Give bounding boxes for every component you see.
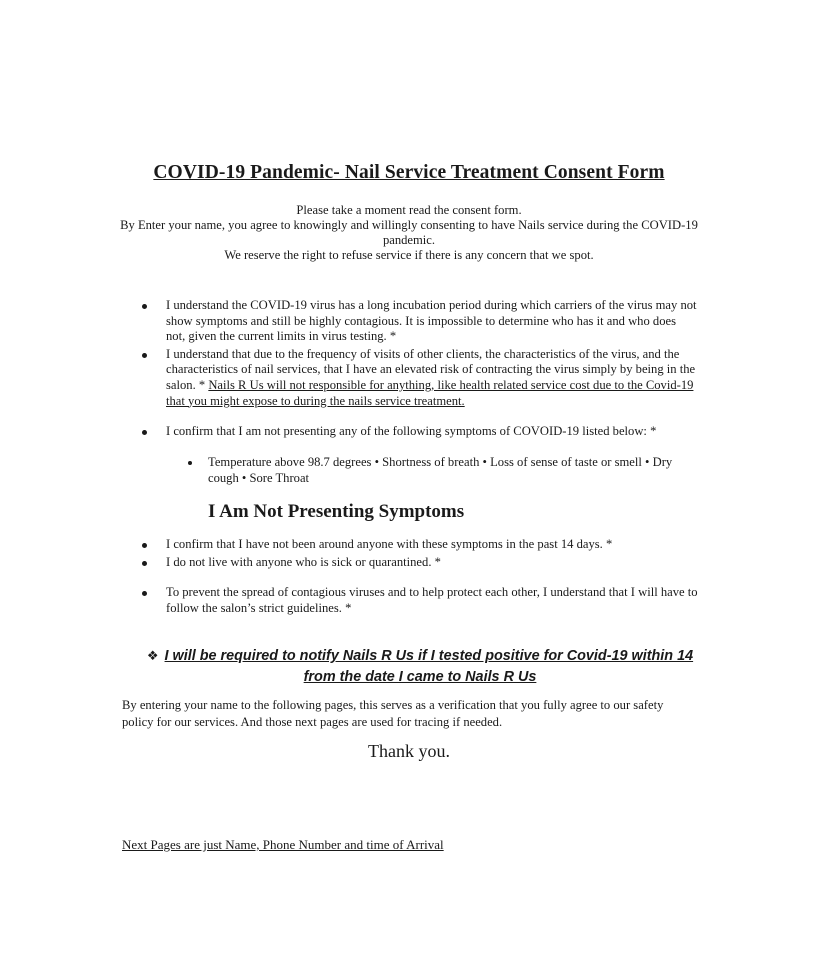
bullet-icon [142,430,147,435]
list-item [138,585,698,616]
statement-no-sick-household: I do not live with anyone who is sick or quarantined. * [166,554,441,569]
list-item [138,298,698,345]
verification-paragraph: By entering your name to the following pages, this serves as a verification that you fully agree to our safety policy for our services. And those next pages are used for tracing if needed. [122,698,664,729]
list-item [138,537,698,553]
list-item [138,555,698,571]
statement-no-contact: I confirm that I have not been around anyone with these symptoms in the past 14 days. * [166,537,613,551]
symptom-list [184,455,704,486]
list-item [138,424,698,440]
notice-text: I will be required to notify Nails R Us if I tested positive for Covid-19 within 14 from the date I came to Nails R Us [164,648,694,685]
diamond-cluster-icon: ❖ [146,648,159,663]
bullet-icon [142,591,147,596]
thank-you-text: Thank you. [368,741,450,761]
statement-list-1 [138,298,698,411]
intro-block [112,203,706,263]
statement-list-3 [138,537,698,572]
statement-incubation: I understand the COVID-19 virus has a long incubation period during which carriers of the virus may not show symptoms and still be highly contagious. It is impossible to determine who has it and who does not, given the current limits in virus testing. * [166,298,697,344]
statement-list-2 [138,424,698,442]
bullet-icon [142,353,147,358]
bullet-icon [142,561,147,566]
statement-symptoms-confirm: I confirm that I am not presenting any of the following symptoms of COVOID-19 listed below: * [166,424,657,438]
form-title: COVID-19 Pandemic- Nail Service Treatment Consent Form [153,162,665,183]
symptoms-text: Temperature above 98.7 degrees • Shortness of breath • Loss of sense of taste or smell • Dry cough • Sore Throat [208,455,673,485]
bullet-icon [142,304,147,309]
not-presenting-heading: I Am Not Presenting Symptoms [208,501,465,522]
intro-line-1: Please take a moment read the consent form. [296,203,522,217]
next-pages-note: Next Pages are just Name, Phone Number and time of Arrival [122,837,444,852]
list-item [184,455,704,486]
statement-guidelines: To prevent the spread of contagious viruses and to help protect each other, I understand that I will have to follow the salon’s strict guidelines. * [166,585,698,615]
statement-list-4 [138,585,698,618]
intro-line-2: By Enter your name, you agree to knowingly and willingly consenting to have Nails service during the COVID-19 pandemic. [120,218,698,247]
liability-disclaimer: Nails R Us will not responsible for anything, like health related service cost due to the Covid-19 that you might expose to during the nails service treatment. [166,377,694,408]
bullet-icon [188,461,192,465]
bullet-icon [142,543,147,548]
intro-line-3: We reserve the right to refuse service if there is any concern that we spot. [224,248,594,262]
statement-risk: I understand that due to the frequency of visits of other clients, the characteristics of the virus, and the characteristics of nail services, that I have an elevated risk of contracting the virus simply by being in the salon. * [166,346,696,392]
list-item [138,347,698,409]
notification-notice [140,645,700,688]
